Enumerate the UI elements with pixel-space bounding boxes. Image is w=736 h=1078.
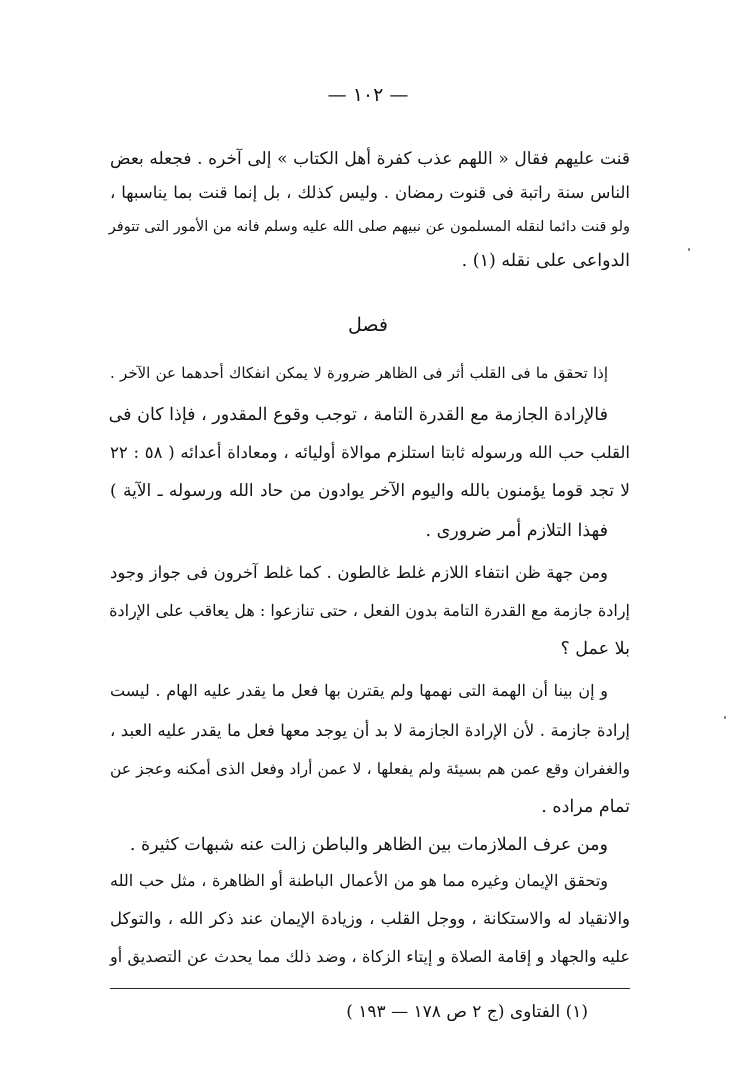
- text-line: والانقياد له والاستكانة ، ووجل القلب ، وزيادة الإيمان عند ذكر الله ، والتوكل: [110, 909, 630, 928]
- text-line: القلب حب الله ورسوله ثابتا استلزم موالاة أوليائه ، ومعاداة أعدائه ( ٥٨ : ٢٢: [110, 443, 630, 462]
- text-line: تمام مراده .: [541, 797, 630, 817]
- scan-speck: [724, 716, 726, 719]
- text-line: وتحقق الإيمان وغيره مما هو من الأعمال الباطنة أو الظاهرة ، مثل حب الله: [110, 871, 608, 890]
- page-number: — ١٠٢ —: [327, 84, 409, 106]
- text-line: الدواعى على نقله (١) .: [461, 251, 630, 271]
- scan-speck: [688, 248, 690, 251]
- text-line: والغفران وقع عمن هم بسيئة ولم يفعلها ، لا عمن أراد وفعل الذى أمكنه وعجز عن: [110, 760, 630, 778]
- text-line: بلا عمل ؟: [560, 639, 630, 659]
- text-line: إرادة جازمة . لأن الإرادة الجازمة لا بد أن يوجد معها فعل ما يقدر عليه العبد ،: [110, 721, 630, 740]
- text-line: و إن بينا أن الهمة التى نهمها ولم يقترن بها فعل ما يقدر عليه الهام . ليست: [110, 681, 608, 700]
- section-title: فصل: [348, 314, 388, 336]
- text-line: إذا تحقق ما فى القلب أثر فى الظاهر ضرورة لا يمكن انفكاك أحدهما عن الآخر .: [110, 364, 608, 382]
- text-line: ومن عرف الملازمات بين الظاهر والباطن زالت عنه شبهات كثيرة .: [129, 835, 608, 855]
- text-line: ومن جهة ظن انتفاء اللازم غلط غالطون . كما غلط آخرون فى جواز وجود: [110, 563, 608, 582]
- text-line: الناس سنة راتبة فى قنوت رمضان . وليس كذلك ، بل إنما قنت بما يناسبها ،: [110, 183, 630, 202]
- text-line: قنت عليهم فقال « اللهم عذب كفرة أهل الكتاب » إلى آخره . فجعله بعض: [110, 149, 630, 169]
- text-line: فهذا التلازم أمر ضرورى .: [425, 521, 608, 541]
- text-line: لا تجد قوما يؤمنون بالله واليوم الآخر يوادون من حاد الله ورسوله ـ الآية ): [110, 481, 630, 501]
- text-line: فالإرادة الجازمة مع القدرة التامة ، توجب وقوع المقدور ، فإذا كان فى: [108, 405, 608, 425]
- text-line: إرادة جازمة مع القدرة التامة بدون الفعل ، حتى تنازعوا : هل يعاقب على الإرادة: [109, 601, 630, 620]
- footnote-divider: [110, 988, 630, 989]
- text-line: عليه والجهاد و إقامة الصلاة و إيتاء الزكاة ، وضد ذلك مما يحدث عن التصديق أو: [110, 947, 630, 966]
- footnote: (١) الفتاوى (ج ٢ ص ١٧٨ — ١٩٣ ): [346, 1002, 588, 1022]
- text-line: ولو قنت دائما لنقله المسلمون عن نبيهم صلى الله عليه وسلم فانه من الأمور التى تتوفر: [108, 219, 630, 235]
